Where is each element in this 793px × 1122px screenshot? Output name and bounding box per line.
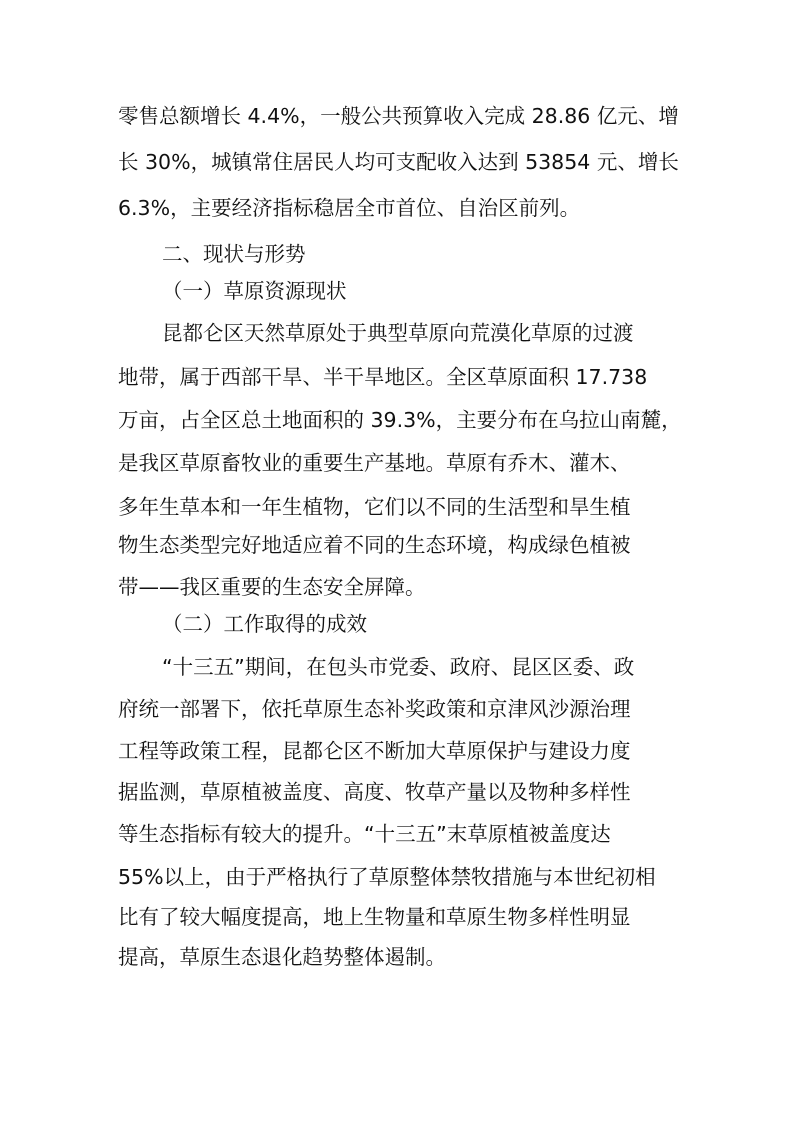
body-text-line: 提高，草原生态退化趋势整体遏制。 bbox=[118, 945, 446, 969]
body-text-line: 多年生草本和一年生植物，它们以不同的生活型和旱生植 bbox=[118, 495, 631, 519]
section-heading: 二、现状与形势 bbox=[162, 242, 306, 266]
body-text-line: 是我区草原畜牧业的重要生产基地。草原有乔木、灌木、 bbox=[118, 451, 631, 475]
body-text-line: 55%以上，由于严格执行了草原整体禁牧措施与本世纪初相 bbox=[118, 865, 656, 889]
body-text-line: 据监测，草原植被盖度、高度、牧草产量以及物种多样性 bbox=[118, 780, 631, 804]
body-text-line: 万亩，占全区总土地面积的 39.3%，主要分布在乌拉山南麓， bbox=[118, 408, 682, 432]
subsection-heading: （一）草原资源现状 bbox=[162, 279, 347, 303]
body-text-line: 物生态类型完好地适应着不同的生态环境，构成绿色植被 bbox=[118, 533, 631, 557]
body-text-line: 地带，属于西部干旱、半干旱地区。全区草原面积 17.738 bbox=[118, 365, 648, 389]
body-text-line: 6.3%，主要经济指标稳居全市首位、自治区前列。 bbox=[118, 196, 581, 220]
body-text-line: 比有了较大幅度提高，地上生物量和草原生物多样性明显 bbox=[118, 905, 631, 929]
subsection-heading: （二）工作取得的成效 bbox=[162, 612, 367, 636]
body-text-line: 府统一部署下，依托草原生态补奖政策和京津风沙源治理 bbox=[118, 697, 631, 721]
body-text-line: “十三五”期间，在包头市党委、政府、昆区区委、政 bbox=[162, 655, 635, 679]
body-text-line: 等生态指标有较大的提升。“十三五”末草原植被盖度达 bbox=[118, 822, 611, 846]
body-text-line: 长 30%，城镇常住居民人均可支配收入达到 53854 元、增长 bbox=[118, 150, 679, 174]
body-text-line: 带——我区重要的生态安全屏障。 bbox=[118, 575, 426, 599]
body-text-line: 工程等政策工程，昆都仑区不断加大草原保护与建设力度 bbox=[118, 739, 631, 763]
body-text-line: 零售总额增长 4.4%，一般公共预算收入完成 28.86 亿元、增 bbox=[118, 104, 679, 128]
body-text-line: 昆都仑区天然草原处于典型草原向荒漠化草原的过渡 bbox=[162, 321, 634, 345]
